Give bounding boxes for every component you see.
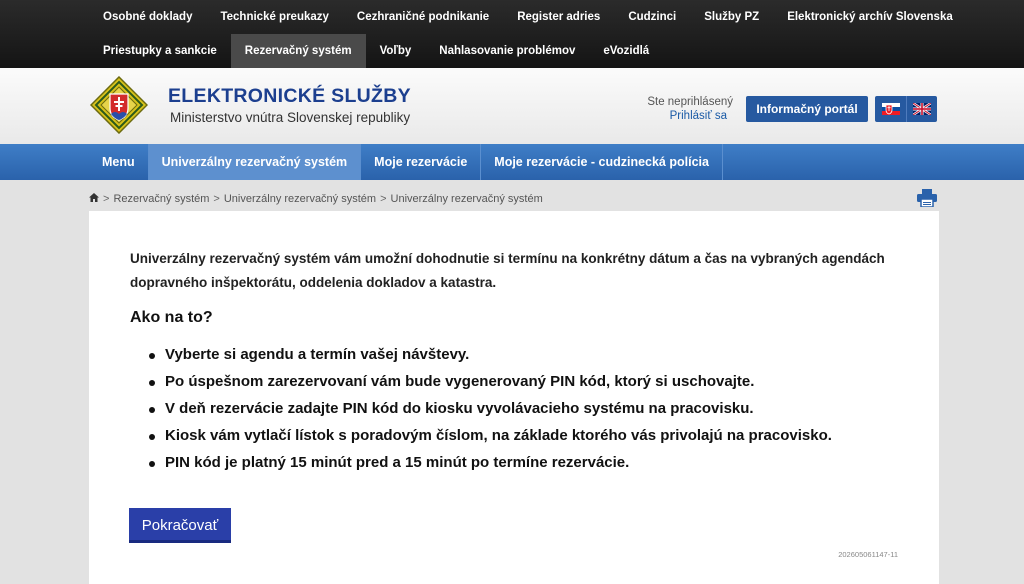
print-icon[interactable]: [917, 189, 937, 207]
service-navigation: [0, 144, 1024, 180]
breadcrumb-item[interactable]: Rezervačný systém: [113, 193, 210, 205]
top-nav-cudzinci[interactable]: Cudzinci: [628, 11, 677, 23]
list-item: V deň rezervácie zadajte PIN kód do kiosku vyvolávacieho systému na pracovisku.: [149, 395, 909, 422]
language-switcher: [875, 96, 937, 122]
nav-moje-rezervacie[interactable]: Moje rezervácie: [361, 144, 481, 180]
top-nav-nahlasovanie[interactable]: Nahlasovanie problémov: [439, 45, 576, 57]
sk-flag-icon[interactable]: [875, 96, 906, 122]
top-nav-rezervacny-system[interactable]: Rezervačný systém: [231, 34, 366, 68]
information-portal-button[interactable]: Informačný portál: [746, 96, 868, 122]
top-navigation: [0, 0, 1024, 68]
intro-text: Univerzálny rezervačný systém vám umožní dohodnutie si termínu na konkrétny dátum a čas na vybraných agendách dopravného inšpektorátu, oddelenia dokladov a katastra.: [130, 251, 885, 290]
top-nav-elektronicky-archiv[interactable]: Elektronický archív Slovenska: [787, 11, 953, 23]
top-nav-technicke-preukazy[interactable]: Technické preukazy: [220, 11, 329, 23]
top-nav-row-2: [89, 34, 663, 68]
top-nav-volby[interactable]: Voľby: [379, 45, 412, 57]
build-id: 202605061147-11: [838, 550, 898, 559]
site-subtitle: Ministerstvo vnútra Slovenskej republiky: [170, 110, 411, 125]
main-content: [89, 211, 939, 584]
top-nav-register-adries[interactable]: Register adries: [517, 11, 601, 23]
login-link[interactable]: Prihlásiť sa: [669, 110, 727, 122]
site-header: [0, 68, 1024, 144]
login-status: Ste neprihlásený: [647, 96, 733, 108]
continue-button[interactable]: Pokračovať: [129, 508, 231, 543]
top-nav-cezhranicne-podnikanie[interactable]: Cezhraničné podnikanie: [356, 11, 490, 23]
list-item: Po úspešnom zarezervovaní vám bude vygenerovaný PIN kód, ktorý si uschovajte.: [149, 368, 909, 395]
coat-of-arms-logo[interactable]: [90, 76, 148, 134]
site-title: ELEKTRONICKÉ SLUŽBY: [168, 85, 411, 107]
howto-heading: Ako na to?: [130, 309, 213, 326]
top-nav-evozidla[interactable]: eVozidlá: [603, 45, 650, 57]
breadcrumb-separator: >: [103, 193, 110, 205]
breadcrumb: [89, 191, 543, 207]
list-item: Kiosk vám vytlačí lístok s poradovým číslom, na základe ktorého vás privolajú na pracovisko.: [149, 422, 909, 449]
steps-list: [149, 341, 909, 476]
nav-moje-rezervacie-cudzinecka-policia[interactable]: Moje rezervácie - cudzinecká polícia: [481, 144, 723, 180]
nav-menu[interactable]: Menu: [89, 144, 149, 180]
breadcrumb-item[interactable]: Univerzálny rezervačný systém: [223, 193, 377, 205]
breadcrumb-separator: >: [213, 193, 220, 205]
uk-flag-icon[interactable]: [906, 96, 937, 122]
nav-univerzalny-rezervacny-system[interactable]: Univerzálny rezervačný systém: [149, 144, 362, 180]
list-item: PIN kód je platný 15 minút pred a 15 minút po termíne rezervácie.: [149, 449, 909, 476]
list-item: Vyberte si agendu a termín vašej návštevy.: [149, 341, 909, 368]
top-nav-sluzby-pz[interactable]: Služby PZ: [704, 11, 760, 23]
breadcrumb-item-current: Univerzálny rezervačný systém: [390, 193, 543, 205]
home-icon[interactable]: [89, 193, 99, 205]
top-nav-row-1: [89, 0, 967, 34]
top-nav-priestupky[interactable]: Priestupky a sankcie: [103, 45, 217, 57]
top-nav-osobne-doklady[interactable]: Osobné doklady: [103, 11, 193, 23]
breadcrumb-separator: >: [380, 193, 387, 205]
